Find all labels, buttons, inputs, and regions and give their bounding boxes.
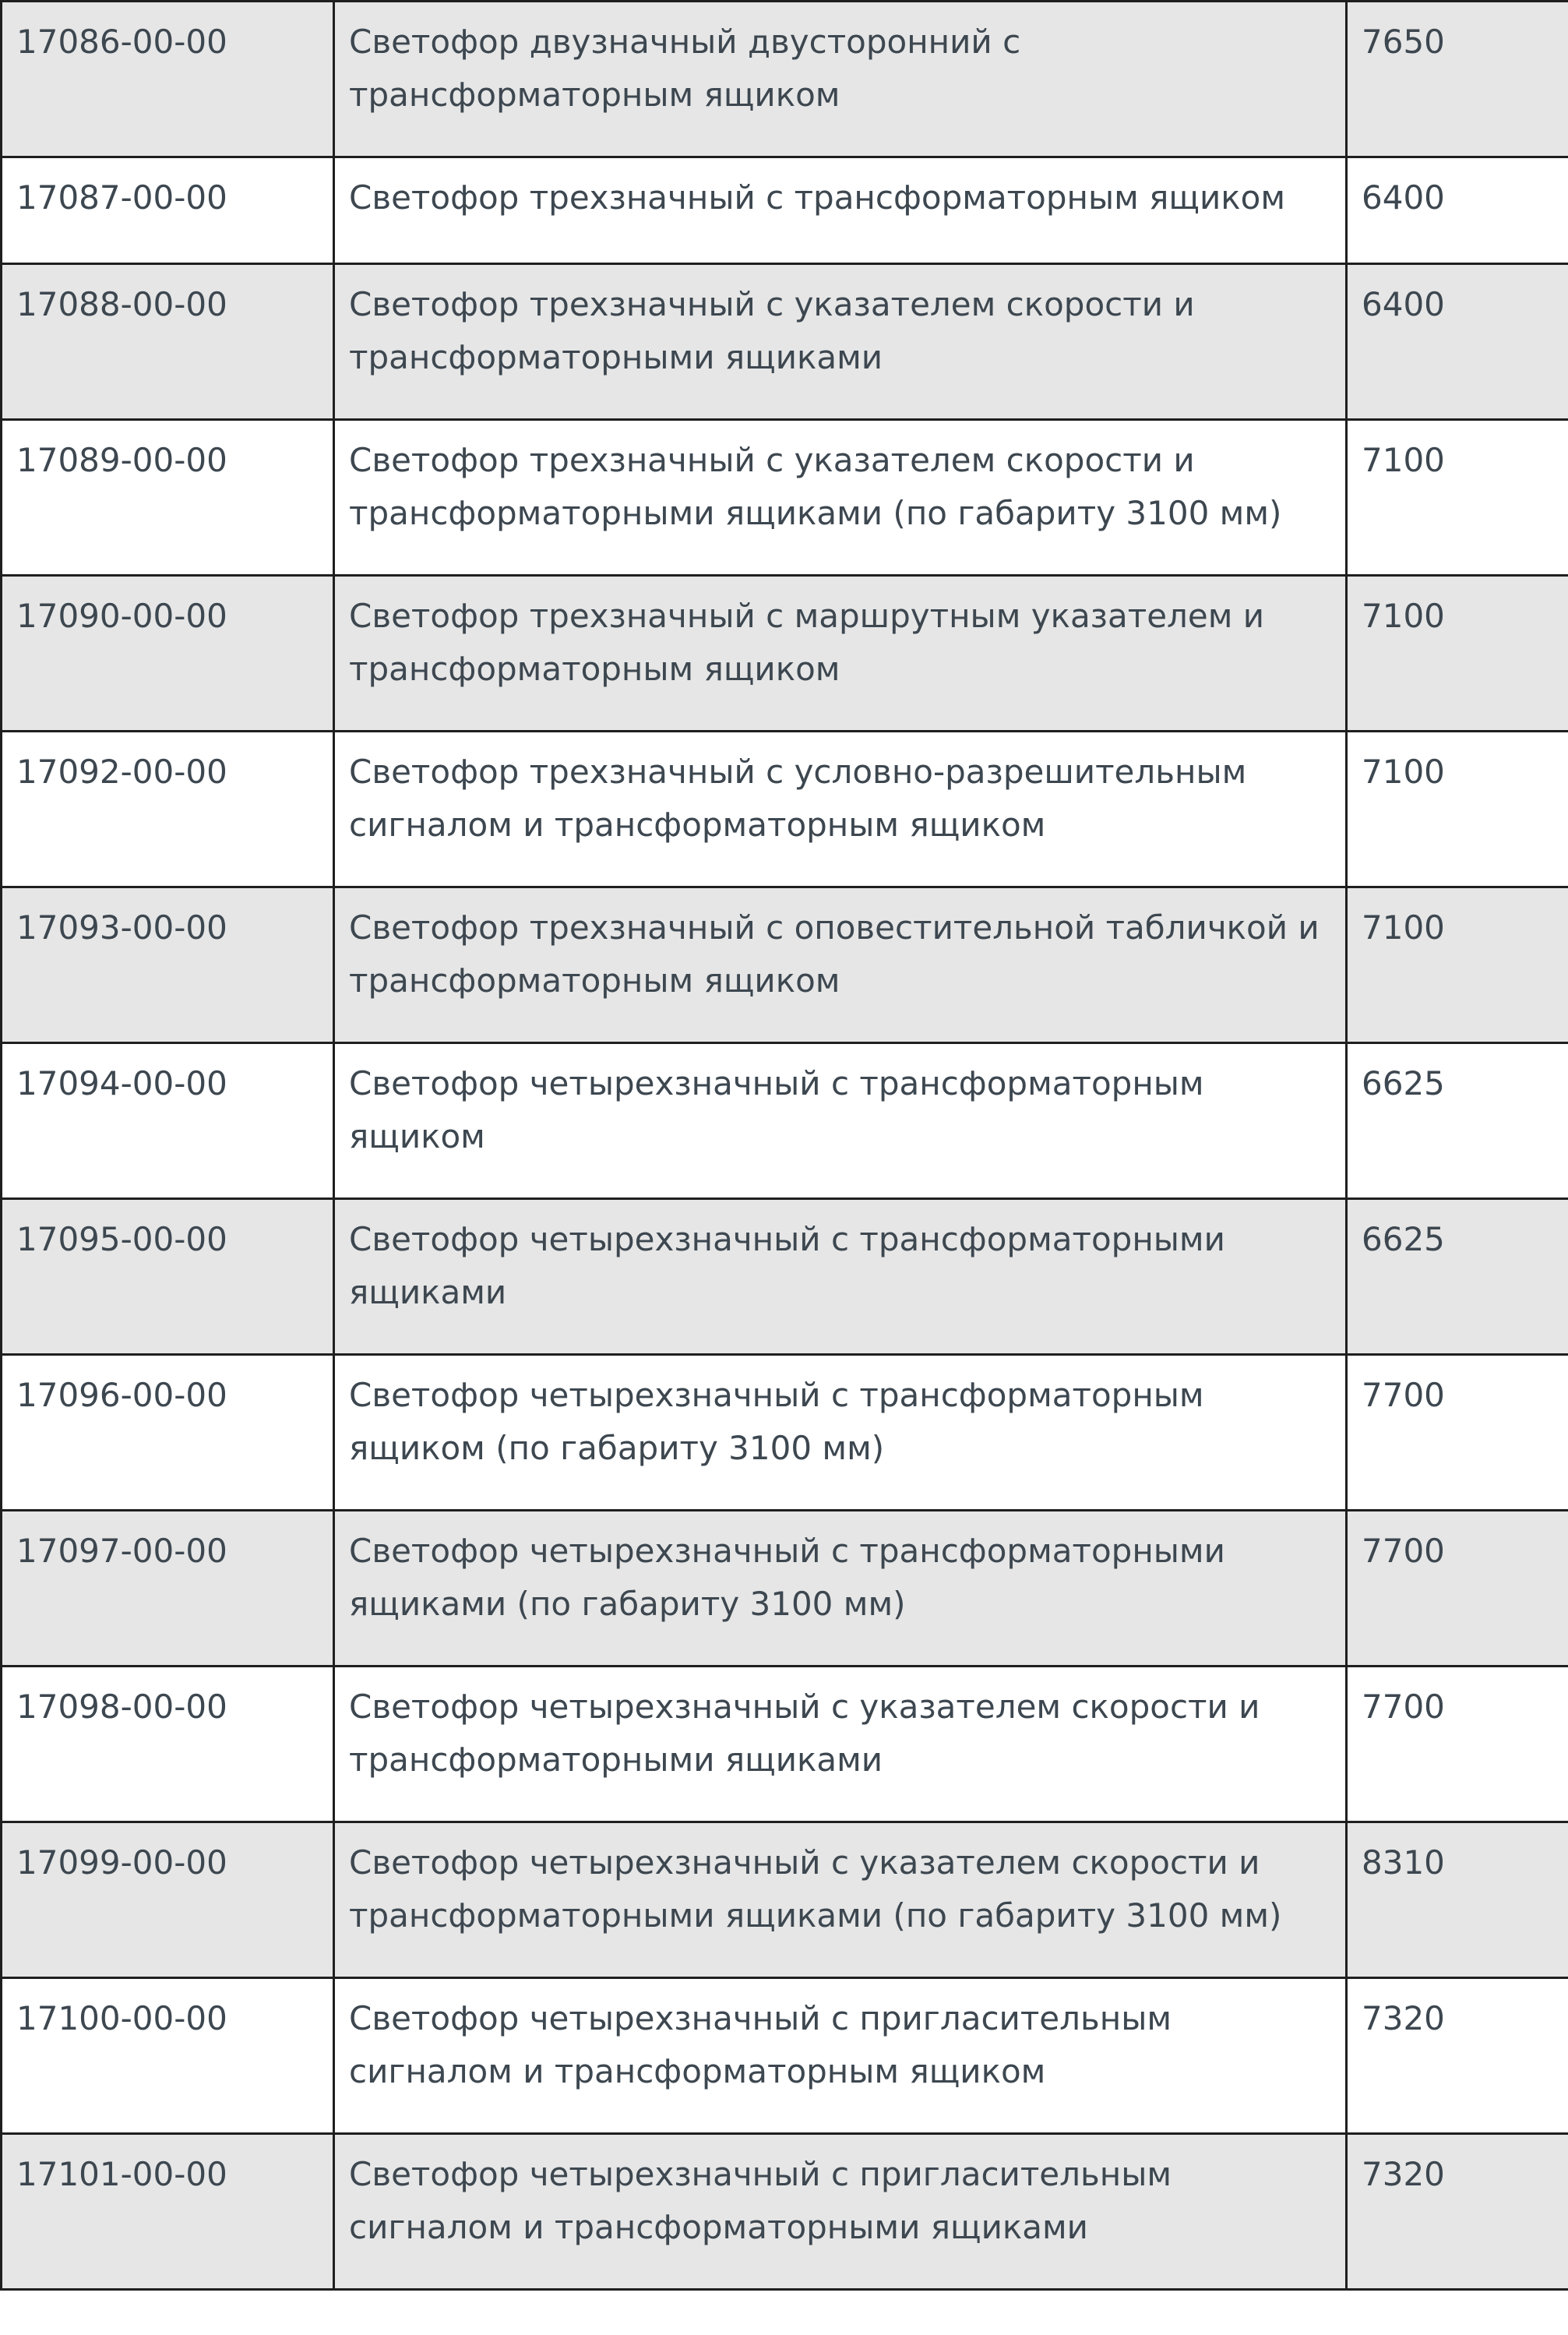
item-code-cell <box>2 732 334 887</box>
item-code: 17101-00-00 <box>16 2155 227 2193</box>
table-row <box>2 157 1568 264</box>
item-name: Светофор трехзначный с оповестительной табличкой и трансформаторным ящиком <box>349 908 1320 1000</box>
item-code: 17097-00-00 <box>16 1532 227 1570</box>
item-value-cell <box>1347 732 1568 887</box>
item-name: Светофор четырехзначный с трансформаторными ящиками (по габариту 3100 мм) <box>349 1532 1225 1623</box>
item-value-cell <box>1347 1667 1568 1822</box>
table-row <box>2 1667 1568 1822</box>
item-value-cell <box>1347 576 1568 732</box>
item-value: 7700 <box>1362 1376 1445 1414</box>
item-value-cell <box>1347 157 1568 264</box>
item-value-cell <box>1347 1978 1568 2134</box>
item-name: Светофор трехзначный с указателем скорости и трансформаторными ящиками (по габариту 3100 мм) <box>349 441 1282 532</box>
table-row <box>2 2134 1568 2290</box>
table-row <box>2 1511 1568 1667</box>
item-name-cell <box>334 887 1347 1043</box>
item-value-cell <box>1347 420 1568 576</box>
table-row <box>2 2 1568 157</box>
table-row <box>2 1043 1568 1199</box>
item-code-cell <box>2 887 334 1043</box>
item-code-cell <box>2 420 334 576</box>
item-value-cell <box>1347 2134 1568 2290</box>
item-name-cell <box>334 1199 1347 1355</box>
item-code-cell <box>2 264 334 420</box>
item-name: Светофор трехзначный с трансформаторным ящиком <box>349 178 1286 217</box>
item-name: Светофор четырехзначный с трансформаторными ящиками <box>349 1220 1225 1311</box>
item-code: 17093-00-00 <box>16 908 227 947</box>
item-code-cell <box>2 1978 334 2134</box>
item-code: 17098-00-00 <box>16 1688 227 1726</box>
table-row <box>2 1822 1568 1978</box>
item-name: Светофор четырехзначный с пригласительным сигналом и трансформаторными ящиками <box>349 2155 1172 2246</box>
item-name-cell <box>334 2134 1347 2290</box>
item-name: Светофор четырехзначный с указателем скорости и трансформаторными ящиками (по габариту 3100 мм) <box>349 1843 1282 1935</box>
item-name: Светофор четырехзначный с указателем скорости и трансформаторными ящиками <box>349 1688 1260 1779</box>
item-value-cell <box>1347 1199 1568 1355</box>
item-name-cell <box>334 420 1347 576</box>
item-name-cell <box>334 1978 1347 2134</box>
item-name-cell <box>334 1822 1347 1978</box>
item-code-cell <box>2 1667 334 1822</box>
item-value: 6625 <box>1362 1220 1445 1258</box>
item-code: 17090-00-00 <box>16 597 227 635</box>
item-code-cell <box>2 1199 334 1355</box>
item-value-cell <box>1347 1355 1568 1511</box>
item-name: Светофор трехзначный с условно-разрешительным сигналом и трансформаторным ящиком <box>349 753 1247 844</box>
item-value: 6400 <box>1362 285 1445 323</box>
item-name-cell <box>334 1355 1347 1511</box>
item-code-cell <box>2 1511 334 1667</box>
item-code-cell <box>2 2134 334 2290</box>
table-row <box>2 264 1568 420</box>
item-code-cell <box>2 1355 334 1511</box>
item-value-cell <box>1347 264 1568 420</box>
item-value: 7700 <box>1362 1532 1445 1570</box>
item-name: Светофор четырехзначный с трансформаторным ящиком (по габариту 3100 мм) <box>349 1376 1204 1467</box>
item-code-cell <box>2 1043 334 1199</box>
item-code: 17092-00-00 <box>16 753 227 791</box>
item-code: 17099-00-00 <box>16 1843 227 1882</box>
table-row <box>2 732 1568 887</box>
item-name: Светофор трехзначный с указателем скорости и трансформаторными ящиками <box>349 285 1195 376</box>
item-name: Светофор четырехзначный с пригласительным сигналом и трансформаторным ящиком <box>349 1999 1172 2090</box>
item-code: 17096-00-00 <box>16 1376 227 1414</box>
item-value: 7650 <box>1362 23 1445 61</box>
item-value: 6625 <box>1362 1064 1445 1102</box>
item-value: 7700 <box>1362 1688 1445 1726</box>
item-name-cell <box>334 1043 1347 1199</box>
item-name: Светофор четырехзначный с трансформаторным ящиком <box>349 1064 1204 1155</box>
item-code: 17095-00-00 <box>16 1220 227 1258</box>
item-name-cell <box>334 576 1347 732</box>
item-code: 17089-00-00 <box>16 441 227 479</box>
table-row <box>2 1355 1568 1511</box>
item-code: 17094-00-00 <box>16 1064 227 1102</box>
item-value-cell <box>1347 1043 1568 1199</box>
item-value: 8310 <box>1362 1843 1445 1882</box>
item-value-cell <box>1347 1822 1568 1978</box>
item-code-cell <box>2 2 334 157</box>
item-name-cell <box>334 1667 1347 1822</box>
item-code: 17088-00-00 <box>16 285 227 323</box>
item-value-cell <box>1347 1511 1568 1667</box>
item-value: 7100 <box>1362 441 1445 479</box>
table-row <box>2 887 1568 1043</box>
item-code: 17100-00-00 <box>16 1999 227 2037</box>
item-name-cell <box>334 732 1347 887</box>
table-row <box>2 1199 1568 1355</box>
table-row <box>2 420 1568 576</box>
item-code: 17087-00-00 <box>16 178 227 217</box>
item-code-cell <box>2 576 334 732</box>
item-value: 7100 <box>1362 753 1445 791</box>
item-code-cell <box>2 1822 334 1978</box>
table-row <box>2 576 1568 732</box>
item-value: 7320 <box>1362 1999 1445 2037</box>
table-row <box>2 1978 1568 2134</box>
item-name-cell <box>334 2 1347 157</box>
item-value: 6400 <box>1362 178 1445 217</box>
item-name-cell <box>334 1511 1347 1667</box>
item-name: Светофор трехзначный с маршрутным указателем и трансформаторным ящиком <box>349 597 1265 688</box>
price-table-body <box>2 2 1568 2290</box>
item-name: Светофор двузначный двусторонний с трансформаторным ящиком <box>349 23 1021 114</box>
item-value: 7100 <box>1362 908 1445 947</box>
item-name-cell <box>334 157 1347 264</box>
item-value-cell <box>1347 2 1568 157</box>
item-code-cell <box>2 157 334 264</box>
item-value: 7320 <box>1362 2155 1445 2193</box>
item-value-cell <box>1347 887 1568 1043</box>
item-value: 7100 <box>1362 597 1445 635</box>
item-name-cell <box>334 264 1347 420</box>
item-code: 17086-00-00 <box>16 23 227 61</box>
